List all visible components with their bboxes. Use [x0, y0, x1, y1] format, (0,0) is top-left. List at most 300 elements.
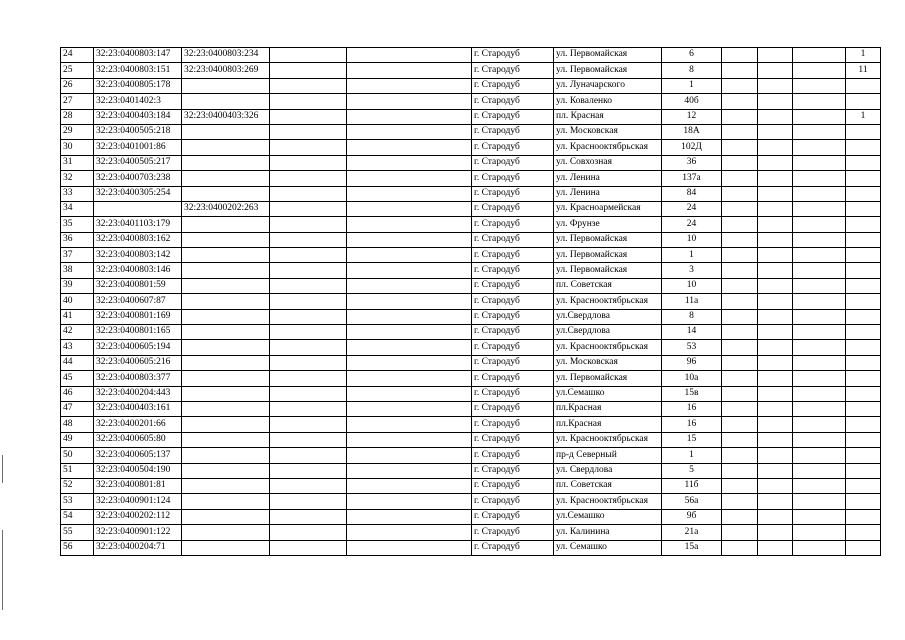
empty-cell	[722, 94, 758, 109]
count-cell	[846, 309, 881, 324]
empty-cell	[722, 494, 758, 509]
linked-cadastral-number-cell	[182, 325, 270, 340]
street-cell: ул. Московская	[554, 355, 662, 370]
table-row	[61, 371, 881, 386]
linked-cadastral-number-cell	[182, 340, 270, 355]
empty-cell	[758, 263, 793, 278]
empty-cell	[270, 232, 347, 247]
row-number-cell: 40	[61, 294, 94, 309]
empty-cell	[270, 217, 347, 232]
house-number-cell: 16	[662, 401, 722, 416]
empty-cell	[722, 278, 758, 293]
city-cell: г. Стародуб	[472, 232, 554, 247]
table-row	[61, 48, 881, 63]
empty-cell	[793, 448, 846, 463]
empty-cell	[722, 386, 758, 401]
row-number-cell: 51	[61, 463, 94, 478]
empty-cell	[270, 463, 347, 478]
row-number-cell: 32	[61, 171, 94, 186]
cadastral-number-cell: 32:23:0400803:151	[94, 63, 182, 78]
house-number-cell: 16	[662, 417, 722, 432]
empty-cell	[270, 109, 347, 124]
house-number-cell: 9б	[662, 509, 722, 524]
linked-cadastral-number-cell	[182, 525, 270, 540]
linked-cadastral-number-cell	[182, 78, 270, 93]
house-number-cell: 102Д	[662, 140, 722, 155]
street-cell: ул. Луначарского	[554, 78, 662, 93]
street-cell: ул.Свердлова	[554, 309, 662, 324]
empty-cell	[793, 78, 846, 93]
empty-cell	[793, 432, 846, 447]
row-number-cell: 44	[61, 355, 94, 370]
empty-cell	[270, 309, 347, 324]
linked-cadastral-number-cell	[182, 478, 270, 493]
cadastral-number-cell: 32:23:0400803:162	[94, 232, 182, 247]
linked-cadastral-number-cell: 32:23:0400803:234	[182, 48, 270, 63]
empty-cell	[722, 232, 758, 247]
cadastral-number-cell: 32:23:0400801:165	[94, 325, 182, 340]
cadastral-number-cell: 32:23:0401402:3	[94, 94, 182, 109]
house-number-cell: 8	[662, 63, 722, 78]
linked-cadastral-number-cell	[182, 217, 270, 232]
empty-cell	[793, 525, 846, 540]
city-cell: г. Стародуб	[472, 386, 554, 401]
house-number-cell: 11а	[662, 294, 722, 309]
count-cell	[846, 525, 881, 540]
table-row	[61, 494, 881, 509]
city-cell: г. Стародуб	[472, 340, 554, 355]
count-cell	[846, 171, 881, 186]
empty-cell	[347, 171, 472, 186]
table-row	[61, 448, 881, 463]
linked-cadastral-number-cell: 32:23:0400202:263	[182, 201, 270, 216]
empty-cell	[758, 248, 793, 263]
empty-cell	[347, 494, 472, 509]
table-row	[61, 463, 881, 478]
cadastral-number-cell: 32:23:0400803:147	[94, 48, 182, 63]
empty-cell	[722, 540, 758, 555]
street-cell: ул. Московская	[554, 124, 662, 139]
row-number-cell: 37	[61, 248, 94, 263]
empty-cell	[347, 63, 472, 78]
table-row	[61, 278, 881, 293]
count-cell	[846, 509, 881, 524]
house-number-cell: 1	[662, 78, 722, 93]
count-cell	[846, 278, 881, 293]
empty-cell	[793, 140, 846, 155]
row-number-cell: 25	[61, 63, 94, 78]
house-number-cell: 11б	[662, 478, 722, 493]
cadastral-number-cell: 32:23:0400605:80	[94, 432, 182, 447]
house-number-cell: 8	[662, 309, 722, 324]
empty-cell	[722, 263, 758, 278]
empty-cell	[347, 155, 472, 170]
empty-cell	[270, 171, 347, 186]
house-number-cell: 24	[662, 201, 722, 216]
city-cell: г. Стародуб	[472, 186, 554, 201]
empty-cell	[758, 78, 793, 93]
empty-cell	[758, 494, 793, 509]
empty-cell	[758, 48, 793, 63]
row-number-cell: 24	[61, 48, 94, 63]
empty-cell	[758, 63, 793, 78]
count-cell	[846, 217, 881, 232]
table-row	[61, 217, 881, 232]
city-cell: г. Стародуб	[472, 201, 554, 216]
city-cell: г. Стародуб	[472, 48, 554, 63]
street-cell: ул. Калинина	[554, 525, 662, 540]
house-number-cell: 1	[662, 248, 722, 263]
table-row	[61, 94, 881, 109]
empty-cell	[758, 325, 793, 340]
table-body	[61, 48, 881, 556]
empty-cell	[347, 340, 472, 355]
count-cell: 11	[846, 63, 881, 78]
empty-cell	[347, 478, 472, 493]
empty-cell	[347, 448, 472, 463]
street-cell: ул. Первомайская	[554, 371, 662, 386]
empty-cell	[722, 201, 758, 216]
count-cell	[846, 294, 881, 309]
empty-cell	[347, 463, 472, 478]
empty-cell	[722, 463, 758, 478]
empty-cell	[270, 401, 347, 416]
cadastral-number-cell: 32:23:0400703:238	[94, 171, 182, 186]
street-cell: ул. Первомайская	[554, 232, 662, 247]
empty-cell	[793, 201, 846, 216]
count-cell	[846, 478, 881, 493]
table-row	[61, 186, 881, 201]
row-number-cell: 29	[61, 124, 94, 139]
row-number-cell: 27	[61, 94, 94, 109]
city-cell: г. Стародуб	[472, 78, 554, 93]
count-cell	[846, 232, 881, 247]
empty-cell	[793, 355, 846, 370]
linked-cadastral-number-cell	[182, 432, 270, 447]
table-row	[61, 232, 881, 247]
property-registry-table	[60, 47, 881, 556]
cadastral-number-cell: 32:23:0400505:217	[94, 155, 182, 170]
count-cell	[846, 340, 881, 355]
table-row	[61, 432, 881, 447]
empty-cell	[758, 401, 793, 416]
empty-cell	[758, 355, 793, 370]
table-row	[61, 201, 881, 216]
empty-cell	[758, 124, 793, 139]
house-number-cell: 36	[662, 155, 722, 170]
count-cell	[846, 140, 881, 155]
table-row	[61, 401, 881, 416]
house-number-cell: 10	[662, 232, 722, 247]
cadastral-number-cell: 32:23:0400605:194	[94, 340, 182, 355]
empty-cell	[270, 325, 347, 340]
empty-cell	[270, 525, 347, 540]
empty-cell	[793, 63, 846, 78]
linked-cadastral-number-cell	[182, 263, 270, 278]
table-row	[61, 325, 881, 340]
cadastral-number-cell: 32:23:0400801:59	[94, 278, 182, 293]
linked-cadastral-number-cell	[182, 540, 270, 555]
empty-cell	[758, 463, 793, 478]
cadastral-number-cell: 32:23:0400901:122	[94, 525, 182, 540]
city-cell: г. Стародуб	[472, 371, 554, 386]
empty-cell	[758, 386, 793, 401]
count-cell	[846, 325, 881, 340]
linked-cadastral-number-cell	[182, 371, 270, 386]
count-cell	[846, 124, 881, 139]
empty-cell	[270, 140, 347, 155]
empty-cell	[347, 525, 472, 540]
cadastral-number-cell: 32:23:0400201:66	[94, 417, 182, 432]
empty-cell	[347, 232, 472, 247]
house-number-cell: 84	[662, 186, 722, 201]
empty-cell	[793, 48, 846, 63]
cadastral-number-cell: 32:23:0400801:81	[94, 478, 182, 493]
empty-cell	[758, 309, 793, 324]
table-row	[61, 140, 881, 155]
empty-cell	[758, 217, 793, 232]
city-cell: г. Стародуб	[472, 325, 554, 340]
cadastral-number-cell: 32:23:0400801:169	[94, 309, 182, 324]
cadastral-number-cell: 32:23:0400504:190	[94, 463, 182, 478]
table-row	[61, 509, 881, 524]
empty-cell	[793, 509, 846, 524]
empty-cell	[347, 217, 472, 232]
count-cell	[846, 432, 881, 447]
empty-cell	[722, 248, 758, 263]
house-number-cell: 15	[662, 432, 722, 447]
linked-cadastral-number-cell	[182, 94, 270, 109]
empty-cell	[722, 509, 758, 524]
city-cell: г. Стародуб	[472, 432, 554, 447]
empty-cell	[270, 248, 347, 263]
empty-cell	[793, 371, 846, 386]
empty-cell	[758, 140, 793, 155]
table-row	[61, 540, 881, 555]
count-cell	[846, 417, 881, 432]
linked-cadastral-number-cell	[182, 124, 270, 139]
row-number-cell: 36	[61, 232, 94, 247]
empty-cell	[758, 94, 793, 109]
street-cell: ул.Семашко	[554, 386, 662, 401]
row-number-cell: 47	[61, 401, 94, 416]
empty-cell	[270, 186, 347, 201]
street-cell: ул. Краснооктябрьская	[554, 294, 662, 309]
house-number-cell: 56а	[662, 494, 722, 509]
cadastral-number-cell: 32:23:0401001:86	[94, 140, 182, 155]
empty-cell	[758, 525, 793, 540]
row-number-cell: 39	[61, 278, 94, 293]
empty-cell	[793, 232, 846, 247]
table-row	[61, 525, 881, 540]
empty-cell	[758, 371, 793, 386]
street-cell: ул.Семашко	[554, 509, 662, 524]
cadastral-number-cell: 32:23:0400505:218	[94, 124, 182, 139]
empty-cell	[722, 355, 758, 370]
city-cell: г. Стародуб	[472, 171, 554, 186]
street-cell: ул. Первомайская	[554, 248, 662, 263]
empty-cell	[722, 340, 758, 355]
count-cell: 1	[846, 109, 881, 124]
empty-cell	[270, 94, 347, 109]
count-cell	[846, 463, 881, 478]
empty-cell	[270, 201, 347, 216]
city-cell: г. Стародуб	[472, 217, 554, 232]
linked-cadastral-number-cell	[182, 494, 270, 509]
empty-cell	[758, 186, 793, 201]
table-row	[61, 171, 881, 186]
empty-cell	[793, 124, 846, 139]
empty-cell	[758, 232, 793, 247]
linked-cadastral-number-cell	[182, 140, 270, 155]
empty-cell	[270, 371, 347, 386]
empty-cell	[347, 432, 472, 447]
empty-cell	[270, 263, 347, 278]
empty-cell	[793, 478, 846, 493]
city-cell: г. Стародуб	[472, 540, 554, 555]
street-cell: пл.Красная	[554, 401, 662, 416]
count-cell	[846, 494, 881, 509]
row-number-cell: 45	[61, 371, 94, 386]
house-number-cell: 5	[662, 463, 722, 478]
empty-cell	[722, 478, 758, 493]
count-cell	[846, 78, 881, 93]
house-number-cell: 24	[662, 217, 722, 232]
linked-cadastral-number-cell	[182, 448, 270, 463]
row-number-cell: 35	[61, 217, 94, 232]
empty-cell	[347, 325, 472, 340]
house-number-cell: 21а	[662, 525, 722, 540]
empty-cell	[270, 294, 347, 309]
house-number-cell: 12	[662, 109, 722, 124]
house-number-cell: 96	[662, 355, 722, 370]
street-cell: ул. Фрунзе	[554, 217, 662, 232]
scan-edge-mark	[2, 455, 3, 483]
empty-cell	[722, 171, 758, 186]
empty-cell	[722, 294, 758, 309]
city-cell: г. Стародуб	[472, 494, 554, 509]
linked-cadastral-number-cell	[182, 417, 270, 432]
empty-cell	[270, 278, 347, 293]
empty-cell	[347, 417, 472, 432]
empty-cell	[347, 78, 472, 93]
empty-cell	[722, 325, 758, 340]
table-row	[61, 340, 881, 355]
empty-cell	[270, 509, 347, 524]
empty-cell	[793, 278, 846, 293]
street-cell: ул.Свердлова	[554, 325, 662, 340]
row-number-cell: 55	[61, 525, 94, 540]
row-number-cell: 38	[61, 263, 94, 278]
empty-cell	[722, 155, 758, 170]
table-row	[61, 109, 881, 124]
empty-cell	[347, 540, 472, 555]
empty-cell	[793, 171, 846, 186]
empty-cell	[347, 94, 472, 109]
count-cell	[846, 248, 881, 263]
cadastral-number-cell: 32:23:0401103:179	[94, 217, 182, 232]
count-cell	[846, 355, 881, 370]
table-row	[61, 63, 881, 78]
empty-cell	[347, 248, 472, 263]
city-cell: г. Стародуб	[472, 401, 554, 416]
empty-cell	[270, 540, 347, 555]
count-cell	[846, 371, 881, 386]
linked-cadastral-number-cell	[182, 509, 270, 524]
empty-cell	[270, 448, 347, 463]
empty-cell	[793, 217, 846, 232]
street-cell: ул. Ленина	[554, 186, 662, 201]
empty-cell	[270, 155, 347, 170]
empty-cell	[758, 417, 793, 432]
row-number-cell: 54	[61, 509, 94, 524]
empty-cell	[722, 109, 758, 124]
count-cell	[846, 201, 881, 216]
street-cell: ул. Красноармейская	[554, 201, 662, 216]
street-cell: пл. Красная	[554, 109, 662, 124]
empty-cell	[793, 340, 846, 355]
empty-cell	[722, 140, 758, 155]
cadastral-number-cell: 32:23:0400803:377	[94, 371, 182, 386]
count-cell: 1	[846, 48, 881, 63]
table-row	[61, 294, 881, 309]
empty-cell	[758, 171, 793, 186]
row-number-cell: 42	[61, 325, 94, 340]
empty-cell	[270, 340, 347, 355]
city-cell: г. Стародуб	[472, 478, 554, 493]
street-cell: ул. Первомайская	[554, 263, 662, 278]
count-cell	[846, 448, 881, 463]
linked-cadastral-number-cell	[182, 155, 270, 170]
linked-cadastral-number-cell	[182, 463, 270, 478]
empty-cell	[758, 109, 793, 124]
linked-cadastral-number-cell	[182, 355, 270, 370]
empty-cell	[793, 94, 846, 109]
empty-cell	[270, 63, 347, 78]
empty-cell	[758, 448, 793, 463]
empty-cell	[347, 201, 472, 216]
street-cell: ул. Краснооктябрьская	[554, 340, 662, 355]
empty-cell	[722, 371, 758, 386]
house-number-cell: 137а	[662, 171, 722, 186]
empty-cell	[270, 48, 347, 63]
empty-cell	[347, 109, 472, 124]
table-row	[61, 263, 881, 278]
table-row	[61, 248, 881, 263]
house-number-cell: 15а	[662, 540, 722, 555]
table-row	[61, 155, 881, 170]
house-number-cell: 40б	[662, 94, 722, 109]
empty-cell	[722, 78, 758, 93]
street-cell: ул. Ленина	[554, 171, 662, 186]
row-number-cell: 56	[61, 540, 94, 555]
empty-cell	[347, 509, 472, 524]
row-number-cell: 33	[61, 186, 94, 201]
count-cell	[846, 186, 881, 201]
count-cell	[846, 263, 881, 278]
empty-cell	[793, 294, 846, 309]
city-cell: г. Стародуб	[472, 463, 554, 478]
empty-cell	[793, 540, 846, 555]
city-cell: г. Стародуб	[472, 155, 554, 170]
cadastral-number-cell: 32:23:0400803:146	[94, 263, 182, 278]
empty-cell	[758, 294, 793, 309]
empty-cell	[722, 186, 758, 201]
house-number-cell: 14	[662, 325, 722, 340]
empty-cell	[793, 263, 846, 278]
house-number-cell: 18А	[662, 124, 722, 139]
cadastral-number-cell: 32:23:0400901:124	[94, 494, 182, 509]
